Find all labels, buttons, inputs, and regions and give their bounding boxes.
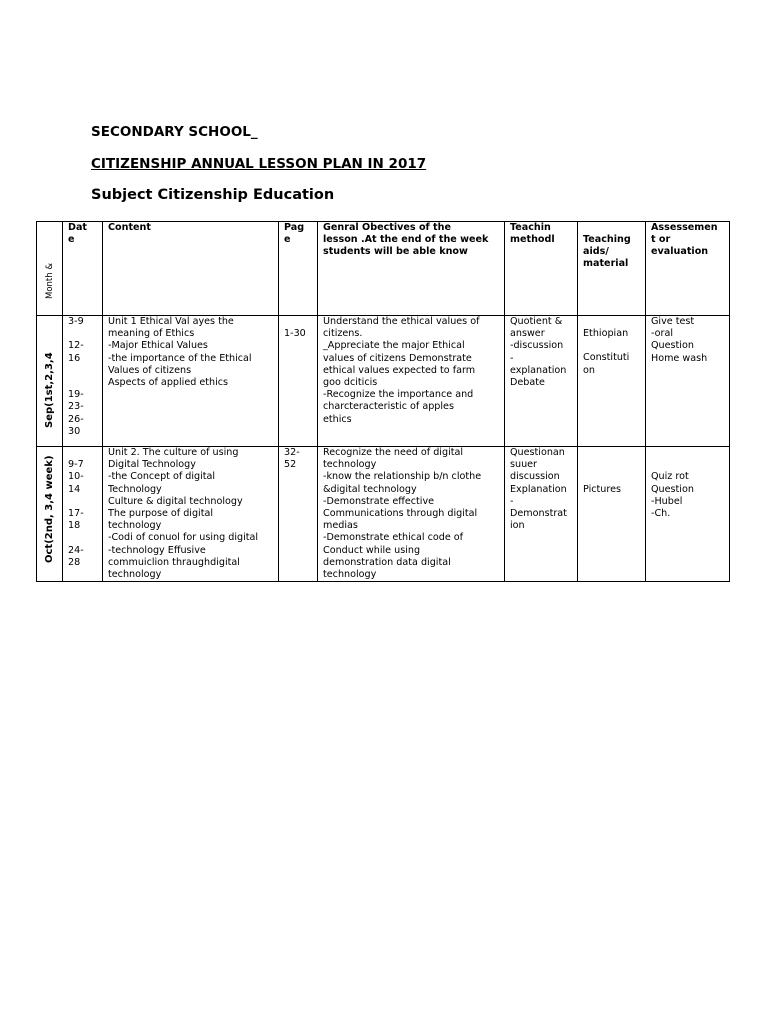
content-cell: Unit 2. The culture of using Digital Technology -the Concept of digital Technology Culture & digital technology The purpose of digital technology -Codi of conuol for using digital -technology Effusive commuiclion thraughdigital technology [103, 447, 279, 582]
school-name: SECONDARY SCHOOL_ [91, 124, 258, 140]
aids-header: Teaching aids/ material [578, 222, 646, 316]
assessment-cell: Quiz rot Question -Hubel -Ch. [646, 447, 730, 582]
table-row [37, 316, 730, 447]
dates-cell: 9-7 10- 14 17- 18 24- 28 [63, 447, 103, 582]
date-header: Dat e [63, 222, 103, 316]
table-header-row [37, 222, 730, 316]
assessment-cell: Give test -oral Question Home wash [646, 316, 730, 447]
aids-cell: Pictures [578, 447, 646, 582]
page-cell: 32- 52 [279, 447, 318, 582]
aids-cell: Ethiopian Constituti on [578, 316, 646, 447]
table-row [37, 447, 730, 582]
objectives-cell: Understand the ethical values of citizens. _Appreciate the major Ethical values of citizens Demonstrate ethical values expected to farm goo dciticis -Recognize the importance and charcteracteristic of apples ethics [318, 316, 505, 447]
lesson-plan-table [36, 221, 730, 582]
page-header: Pag e [279, 222, 318, 316]
month-header: Month & [44, 262, 55, 299]
month-cell [37, 316, 63, 447]
method-cell: Questionan suuer discussion Explanation - Demonstrat ion [505, 447, 578, 582]
month-label: Oct(2nd, 3,4 week) [43, 455, 55, 564]
document-title: CITIZENSHIP ANNUAL LESSON PLAN IN 2017 [91, 156, 427, 172]
month-label: Sep(1st,2,3,4 [43, 352, 55, 428]
month-cell [37, 447, 63, 582]
dates-cell: 3-9 12- 16 19- 23- 26- 30 [63, 316, 103, 447]
assessment-header: Assessemen t or evaluation [646, 222, 730, 316]
page-cell: 1-30 [279, 316, 318, 447]
method-cell: Quotient & answer -discussion - explanation Debate [505, 316, 578, 447]
month-header-cell [37, 222, 63, 316]
subject-heading: Subject Citizenship Education [91, 187, 335, 203]
objectives-cell: Recognize the need of digital technology -know the relationship b/n clothe &digital technology -Demonstrate effective Communications through digital medias -Demonstrate ethical code of Conduct while using demonstration data digital technology [318, 447, 505, 582]
content-header: Content [103, 222, 279, 316]
method-header: Teachin methodl [505, 222, 578, 316]
objectives-header: Genral Obectives of the lesson .At the end of the week students will be able know [318, 222, 505, 316]
content-cell: Unit 1 Ethical Val ayes the meaning of Ethics -Major Ethical Values -the importance of the Ethical Values of citizens Aspects of applied ethics [103, 316, 279, 447]
